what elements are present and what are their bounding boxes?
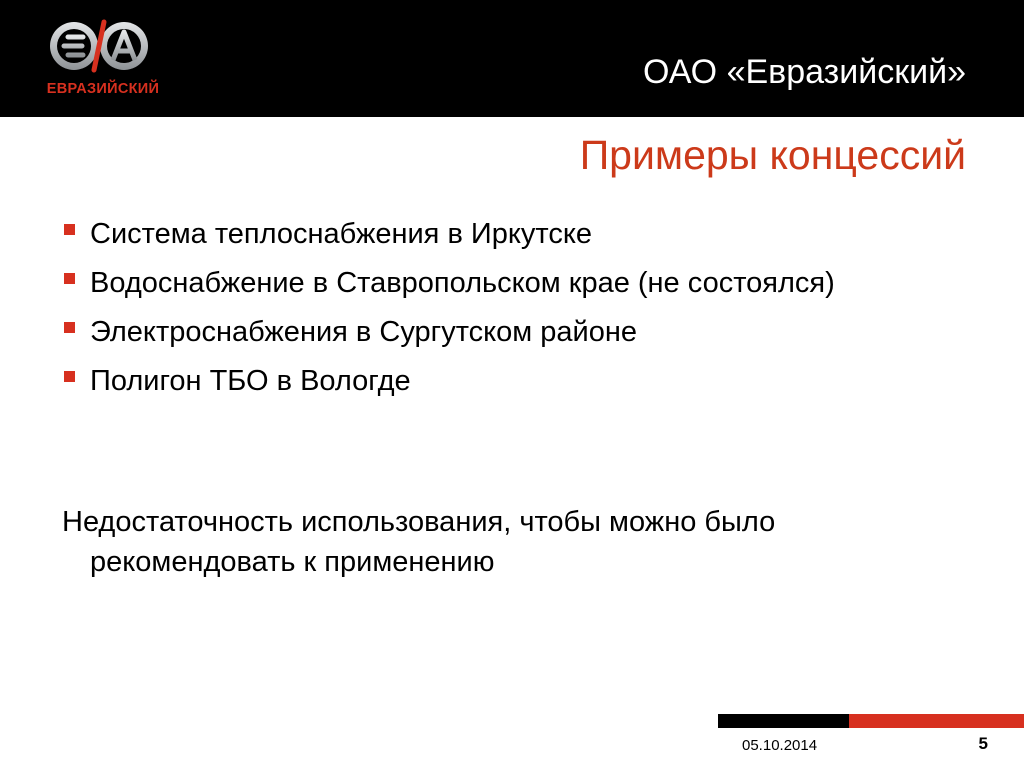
bullet-square-icon — [64, 322, 75, 333]
bullet-text: Полигон ТБО в Вологде — [90, 365, 411, 397]
bullet-item — [62, 361, 962, 401]
summary-note: Недостаточность использования, чтобы можно было рекомендовать к применению — [62, 506, 776, 578]
header-band — [0, 0, 1024, 117]
footer-date: 05.10.2014 — [742, 737, 818, 754]
footer-bar-black — [718, 714, 849, 728]
bullet-text: Электроснабжения в Сургутском районе — [90, 316, 638, 348]
slide-title: Примеры концессий — [579, 132, 966, 178]
logo-wordmark: ЕВРАЗИЙСКИЙ — [46, 81, 160, 97]
bullet-square-icon — [64, 371, 75, 382]
company-logo — [38, 18, 168, 104]
company-name: ОАО «Евразийский» — [643, 53, 966, 91]
bullet-square-icon — [64, 273, 75, 284]
bullet-item — [62, 312, 962, 352]
page-number: 5 — [978, 734, 988, 753]
bullet-item — [62, 214, 962, 254]
logo-monogram-icon — [38, 18, 168, 80]
footer-bar-red — [849, 714, 1024, 728]
bullet-text: Водоснабжение в Ставропольском крае (не состоялся) — [90, 267, 835, 299]
bullet-list — [62, 214, 962, 410]
bullet-item — [62, 263, 962, 303]
bullet-text: Система теплоснабжения в Иркутске — [90, 218, 592, 250]
bullet-square-icon — [64, 224, 75, 235]
